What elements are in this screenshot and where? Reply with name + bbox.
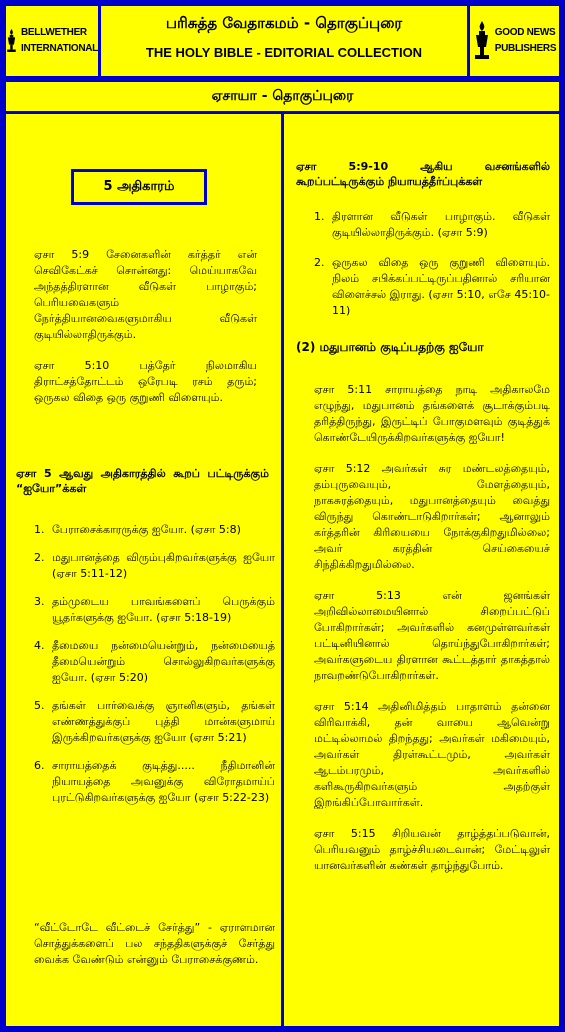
right-paragraph-2: ஏசா 5:12 அவர்கள் சுர மண்டலத்தையும், தம்புருவையும், மேளத்தையும், நாகசுரத்தையும், மதுபானத்தையும் வைத்து விருந்து கொண்டாடுகிறார்கள்; ஆனாலும் கர்த்தரின் கிரியையை நோக்குகிறதுமில்லை; அவர் கரத்தின் செய்கையைச் சிந்திக்கிறதுமில்லை. [314,462,550,571]
woes-list [34,522,275,806]
list-item: 1. பேராசைக்காரருக்கு ஐயோ. (ஏசா 5:8) [34,523,241,536]
right-paragraph-4: ஏசா 5:14 அதினிமித்தம் பாதாளம் தன்னை விரிவாக்கி, தன் வாயை ஆவென்று மட்டில்லாமல் திறந்தது; அவர்கள் மகிமையும், அவர்கள் திரள்கூட்டமும், அவர்கள் ஆடம்பரமும், அவர்களில் களிகூருகிறவர்களும் அதற்குள் இறங்கிப்போவார்கள். [314,700,550,809]
list-item: 2. மதுபானத்தை விரும்புகிறவர்களுக்கு ஐயோ (ஏசா 5:11-12) [34,551,275,580]
header-title-box [98,3,470,79]
book-title: ஏசாயா - தொகுப்புரை [3,79,562,114]
list-item: 3. தம்முடைய பாவங்களைப் பெருக்கும் யூதர்களுக்கு ஐயோ. (ஏசா 5:18-19) [34,595,275,624]
left-woes-heading: ஏசா 5 ஆவது அதிகாரத்தில் கூறப் பட்டிருக்கும் “ஐயோ”க்கள் [16,467,269,495]
list-item: 4. தீமையை நன்மையென்றும், நன்மையைத் தீமையென்றும் சொல்லுகிறவர்களுக்கு ஐயோ. (ஏசா 5:20) [34,639,275,684]
left-closing-paragraph: “வீட்டோடே வீட்டைச் சேர்த்து” - ஏராளமான சொத்துக்களைப் பல சந்ததிகளுக்குச் சேர்த்து வைக்க வேண்டும் என்னும் பேராசைக்குணம். [34,921,275,966]
left-paragraph-2: ஏசா 5:10 பத்தேர் நிலமாகிய திராட்சத்தோட்டம் ஒரேபடி ரசம் தரும்; ஒருகல விதை ஒரு குறுணி விளையும். [34,359,257,404]
bellwether-logo-text: BELLWETHER INTERNATIONAL [20,27,98,54]
right-paragraph-5: ஏசா 5:15 சிறியவன் தாழ்த்தப்படுவான், பெரியவனும் தாழ்ச்சியடைவான்; மேட்டிலுள் யானவர்களின் கண்கள் தாழ்ந்துபோம். [314,827,550,872]
list-item: 1. திரளான வீடுகள் பாழாகும். வீடுகள் குடியில்லாதிருக்கும். (ஏசா 5:9) [314,210,550,239]
title-english: THE HOLY BIBLE - EDITORIAL COLLECTION [145,45,423,60]
list-item: 2. ஒருகல விதை ஒரு குறுணி விளையும். நிலம் சபிக்கப்பட்டிருப்பதினால் சரியான விளைச்சல் இராது. (ஏசா 5:10, எசே 45:10-11) [314,256,550,317]
section-heading-drinking: (2) மதுபானம் குடிப்பதற்கு ஐயோ [296,340,484,354]
right-paragraph-3: ஏசா 5:13 என் ஜனங்கள் அறிவில்லாமையினால் சிறைப்பட்டுப் போகிறார்கள்; அவர்களில் கனமுள்ளவர்கள் பட்டினியினால் தொய்ந்துபோகிறார்கள்; அவர்களுடைய திரளான கூட்டத்தார் தாகத்தால் நாவறண்டுபோகிறார்கள். [314,589,550,682]
judgments-list [314,209,550,319]
good-news-logo-text: GOOD NEWS PUBLISHERS [494,27,557,54]
left-paragraph-1: ஏசா 5:9 சேனைகளின் கர்த்தர் என் செவிகேட்கச் சொன்னது: மெய்யாகவே அந்தத்திரளான வீடுகள் பாழாகும்; பெரியவைகளும் நேர்த்தியானவைகளுமாகிய வீடுகள் குடியில்லாதிருக்கும். [34,248,257,341]
list-item: 5. தங்கள் பார்வைக்கு ஞானிகளும், தங்கள் எண்ணத்துக்குப் புத்தி மான்களுமாய் இருக்கிறவர்களுக்கு ஐயோ (ஏசா 5:21) [34,699,275,744]
good-news-logo [467,3,562,79]
right-paragraph-1: ஏசா 5:11 சாராயத்தை நாடி அதிகாலமே எழுந்து, மதுபானம் தங்களைக் சூடாக்கும்படி தரித்திருந்து, இருட்டிப் போகுமளவும் குடித்துக் கொண்டேயிருக்கிறவர்களுக்கு ஐயோ! [314,383,550,444]
right-judgments-heading: ஏசா 5:9-10 ஆகிய வசனங்களில் கூறப்பட்டிருக்கும் நியாயத்தீர்ப்புக்கள் [296,160,550,188]
good-news-lamp-icon [473,19,491,63]
title-tamil: பரிசுத்த வேதாகமம் - தொகுப்புரை [165,14,403,32]
bellwether-lamp-icon [6,19,17,63]
left-column [3,111,284,1029]
bellwether-logo [3,3,101,79]
right-column [281,111,562,1029]
chapter-label: 5 அதிகாரம் [71,169,207,205]
list-item: 6. சாராயத்தைக் குடித்து..... நீதிமானின் நியாயத்தை அவனுக்கு விரோதமாய்ப் புரட்டுகிறவர்களுக்கு ஐயோ (ஏசா 5:22-23) [34,759,275,804]
